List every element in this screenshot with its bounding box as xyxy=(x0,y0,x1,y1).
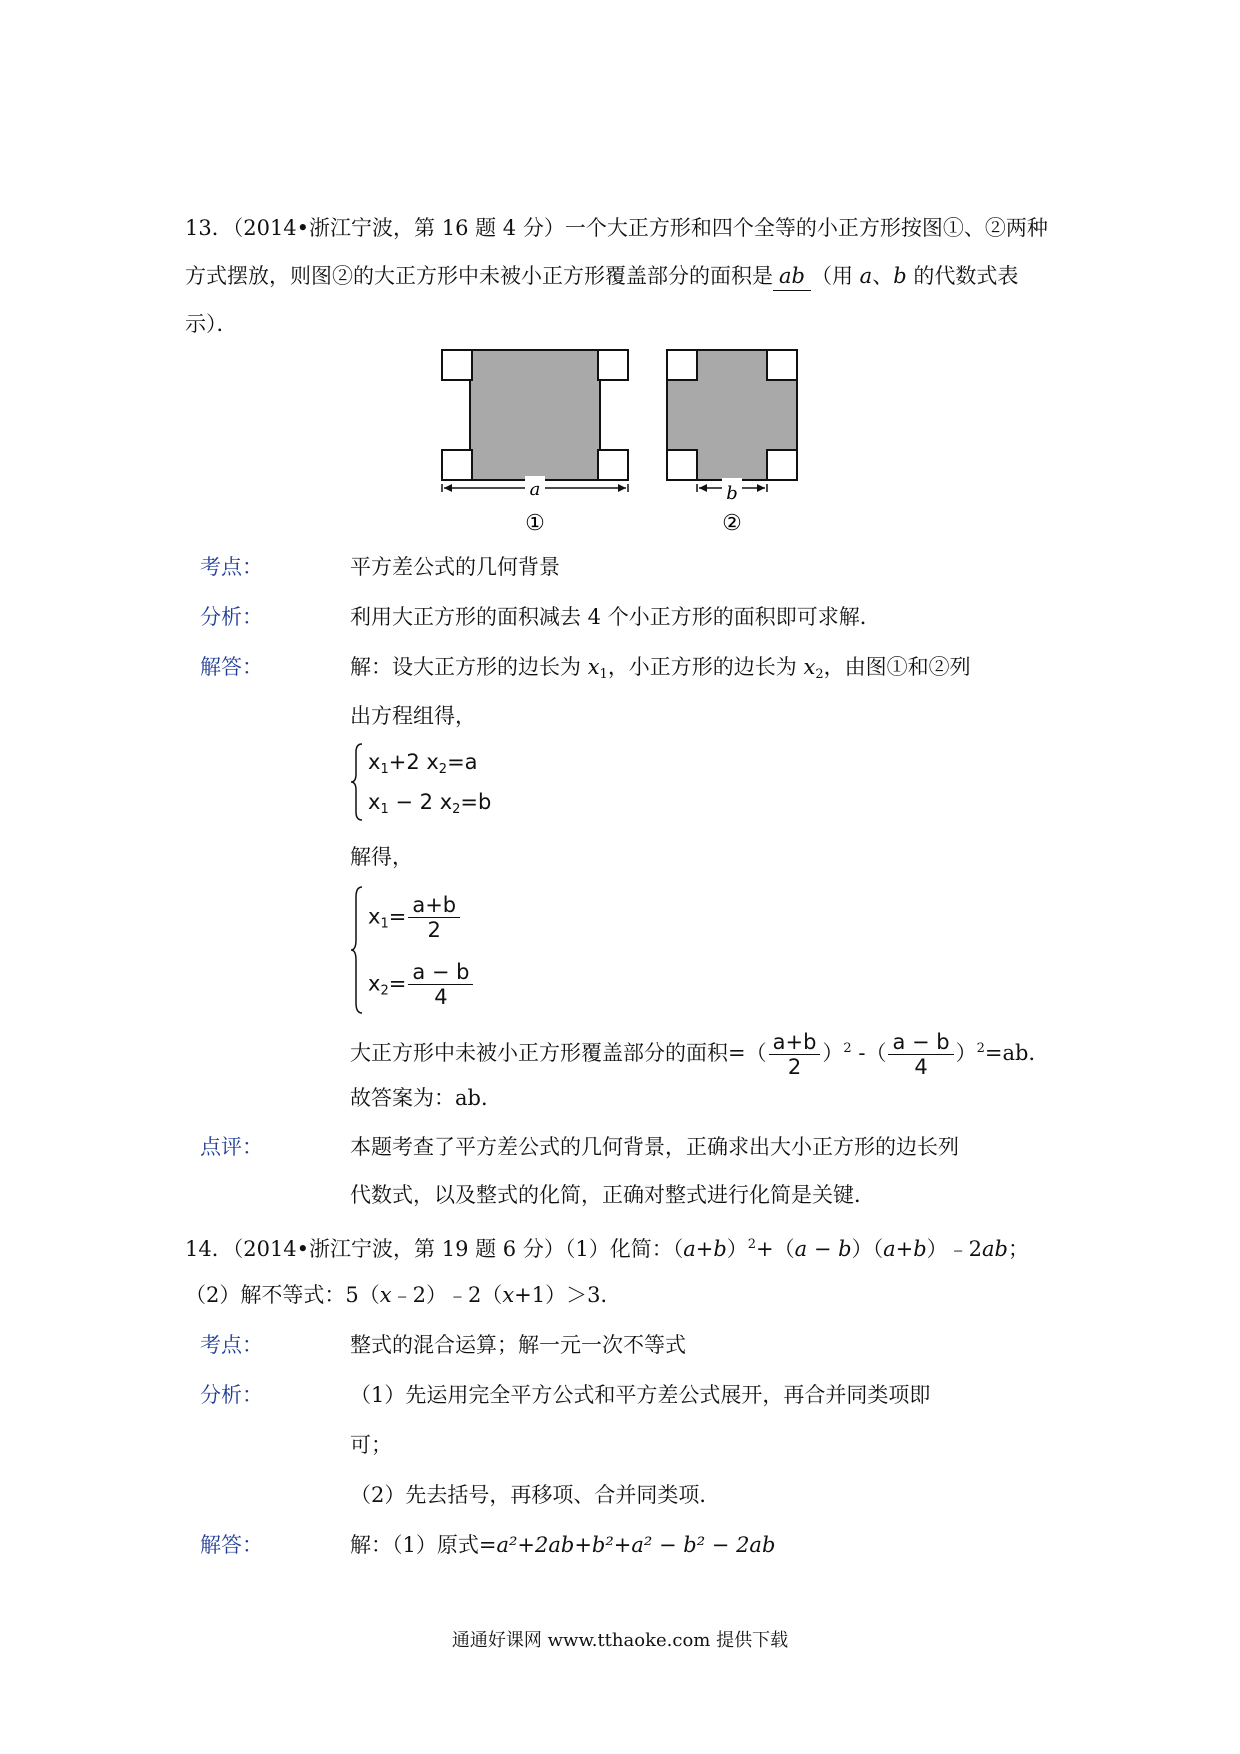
figure-2-dim: b xyxy=(726,483,738,504)
fenxi-label: 分析： xyxy=(200,605,263,629)
sol2-x: x xyxy=(368,971,381,996)
jieda-label: 解答： xyxy=(200,655,263,679)
eq2-sub2: 2 xyxy=(452,802,461,817)
q14-jieda-pre: 解：（1）原式= xyxy=(350,1533,497,1557)
jieda-line2: 出方程组得， xyxy=(350,704,476,728)
q13-line1: 13．（2014•浙江宁波，第 16 题 4 分）一个大正方形和四个全等的小正方形按图①、②两种 xyxy=(185,216,1048,240)
sol1-fraction xyxy=(408,893,460,942)
q14-l1-e: ）﹣2 xyxy=(926,1237,983,1261)
q14-l2-x1: x xyxy=(379,1283,392,1307)
q14-l1-expr: a+b xyxy=(683,1237,727,1261)
jieda-line1 xyxy=(350,653,971,689)
area-frac1-den: 2 xyxy=(787,1055,802,1079)
area-sq1: 2 xyxy=(843,1041,852,1056)
q14-fenxi-line1: （1）先运用完全平方公式和平方差公式展开，再合并同类项即 xyxy=(350,1383,931,1407)
q14-line1 xyxy=(185,1231,1029,1263)
q14-kaodian-text: 整式的混合运算；解一元一次不等式 xyxy=(350,1333,686,1357)
x1-sub: 1 xyxy=(599,667,608,682)
system-brace-2 xyxy=(350,885,364,1015)
q14-fenxi-label: 分析： xyxy=(200,1383,263,1407)
q14-l1-a: ） xyxy=(726,1237,748,1261)
x1-var: x xyxy=(587,655,600,679)
q13-line2-text: 方式摆放，则图②的大正方形中未被小正方形覆盖部分的面积是 xyxy=(185,264,773,288)
q14-l2-end: +1）＞3． xyxy=(514,1283,622,1307)
area-minus: -（ xyxy=(851,1041,887,1065)
jieda1-c: ，由图①和②列 xyxy=(823,655,971,679)
eq1-sub1: 1 xyxy=(380,762,389,777)
q14-kaodian-label: 考点： xyxy=(200,1333,263,1357)
q13-line2 xyxy=(185,262,1018,291)
eq2-r: =b xyxy=(460,790,492,814)
q14-jieda-label: 解答： xyxy=(200,1533,263,1557)
q14-jieda-expr: a²+2ab+b²+a² − b² − 2ab xyxy=(496,1533,776,1557)
eq2-mid: − 2 x xyxy=(388,790,453,814)
q14-l1-pre: 14．（2014•浙江宁波，第 19 题 6 分）（1）化简：（ xyxy=(185,1237,684,1261)
q14-l1-d: ）（ xyxy=(851,1237,884,1261)
eq1-mid: +2 x xyxy=(388,750,439,774)
area-line xyxy=(350,1030,1049,1079)
dianping-label: 点评： xyxy=(200,1135,263,1159)
sol2-fraction xyxy=(408,960,473,1009)
q14-l2-pre: （2）解不等式：5（ xyxy=(185,1283,380,1307)
var-a: a xyxy=(859,264,873,288)
dianping-line1: 本题考查了平方差公式的几何背景，正确求出大小正方形的边长列 xyxy=(350,1135,959,1159)
q14-l2-x2: x xyxy=(502,1283,515,1307)
area-frac2-num: a − b xyxy=(888,1030,953,1055)
figure-2 xyxy=(665,348,805,538)
solution-2: $x_2=$ $\frac{a - b}{4}$ xyxy=(368,960,475,1009)
area-mid2: ） xyxy=(955,1041,977,1065)
figure-1-caption: ① xyxy=(525,511,545,536)
kaodian-text: 平方差公式的几何背景 xyxy=(350,555,560,579)
area-frac-1 xyxy=(769,1030,821,1079)
q14-l1-b: +（ xyxy=(756,1237,795,1261)
q13-line2-text3: 的代数式表 xyxy=(906,264,1019,288)
area-frac1-num: a+b xyxy=(769,1030,821,1055)
q14-l1-ab: ab xyxy=(982,1237,1008,1261)
jiede-text: 解得， xyxy=(350,845,413,869)
sol1-x: x xyxy=(368,904,381,929)
q13-answer-blank: ab xyxy=(773,262,811,291)
figure-2-caption: ② xyxy=(722,511,742,536)
eq1-x: x xyxy=(368,750,381,774)
q14-l2-mid: ﹣2）﹣2（ xyxy=(391,1283,503,1307)
jieda1-a: 解：设大正方形的边长为 xyxy=(350,655,588,679)
x2-var: x xyxy=(803,655,816,679)
sol2-num: a − b xyxy=(408,960,473,985)
area-pre: 大正方形中未被小正方形覆盖部分的面积=（ xyxy=(350,1041,767,1065)
x2-sub: 2 xyxy=(815,667,824,682)
sol1-den: 2 xyxy=(427,918,441,942)
eq2-x: x xyxy=(368,790,381,814)
q14-fenxi-line3: （2）先去括号，再移项、合并同类项． xyxy=(350,1483,721,1507)
q14-l1-expr2: a+b xyxy=(883,1237,927,1261)
sol1-num: a+b xyxy=(408,893,460,918)
q14-l1-end: ； xyxy=(1007,1237,1029,1261)
sol2-sub: 2 xyxy=(380,983,389,999)
area-frac2-den: 4 xyxy=(914,1055,928,1079)
fenxi-text: 利用大正方形的面积减去 4 个小正方形的面积即可求解． xyxy=(350,605,881,629)
var-b: b xyxy=(893,264,907,288)
q13-line2-text2: （用 xyxy=(810,264,860,288)
area-mid: ） xyxy=(822,1041,844,1065)
equation-1 xyxy=(368,748,478,784)
dianping-line2: 代数式，以及整式的化简，正确对整式进行化简是关键． xyxy=(350,1183,875,1207)
eq2-sub1: 1 xyxy=(380,802,389,817)
eq1-sub2: 2 xyxy=(438,762,448,777)
area-end: =ab． xyxy=(984,1041,1050,1065)
q14-jieda-line xyxy=(350,1531,775,1559)
q13-line3: 示）． xyxy=(185,312,238,336)
page-footer: 通通好课网 www.tthaoke.com 提供下载 xyxy=(451,1630,789,1651)
kaodian-label: 考点： xyxy=(200,555,263,579)
system-brace-1 xyxy=(350,742,364,822)
area-sq2: 2 xyxy=(976,1041,985,1056)
area-frac-2 xyxy=(888,1030,953,1079)
figure-1-dim: a xyxy=(529,479,541,500)
eq1-r: =a xyxy=(447,750,478,774)
equation-2 xyxy=(368,788,491,824)
sol2-den: 4 xyxy=(434,985,448,1009)
q14-line2 xyxy=(185,1281,621,1309)
q14-l1-c: a − b xyxy=(794,1237,852,1261)
sep: 、 xyxy=(872,264,894,288)
q14-l1-sq: 2 xyxy=(747,1237,757,1252)
figure-1 xyxy=(440,348,630,538)
sol1-sub: 1 xyxy=(380,916,389,932)
answer-line: 故答案为：ab． xyxy=(350,1086,502,1110)
jieda1-b: ，小正方形的边长为 xyxy=(607,655,804,679)
q14-fenxi-line2: 可； xyxy=(350,1433,392,1457)
solution-1: $x_1=$ $\frac{a+b}{2}$ xyxy=(368,893,462,942)
